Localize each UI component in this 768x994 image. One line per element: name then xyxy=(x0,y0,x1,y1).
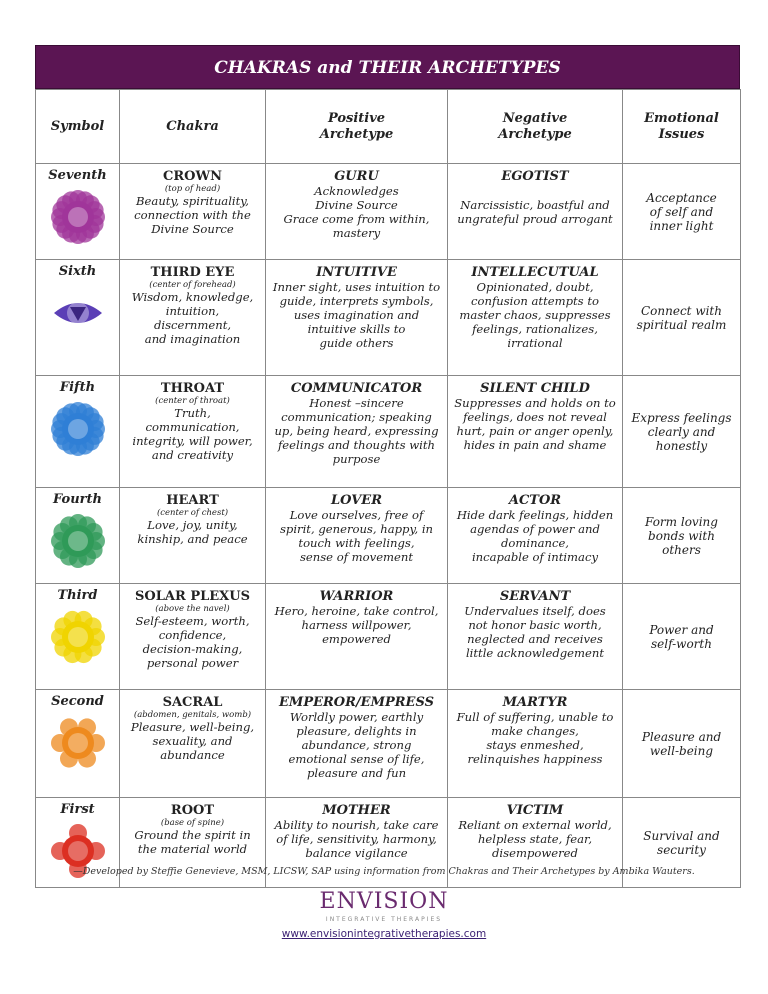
chakra-row xyxy=(36,584,741,690)
chakra-name: SACRAL xyxy=(162,695,223,710)
emotional-issues: Pleasure and well-being xyxy=(623,690,741,798)
emotional-issues: Connect with spiritual realm xyxy=(623,260,741,376)
negative-description: Reliant on external world, helpless state, fear, disempowered xyxy=(458,818,612,860)
negative-cell xyxy=(448,584,623,690)
positive-description: Worldly power, earthly pleasure, delights in abundance, strong emotional sense of life, pleasure and fun xyxy=(288,710,425,780)
negative-archetype: VICTIM xyxy=(506,803,564,818)
negative-archetype: ACTOR xyxy=(508,493,562,508)
chakra-symbol-icon xyxy=(50,513,106,569)
symbol-cell xyxy=(36,488,120,584)
chakra-location: (center of chest) xyxy=(156,508,229,518)
header-row xyxy=(36,90,741,164)
footer-note: —Developed by Steffie Genevieve, MSM, LICSW, SAP using information from Chakras and Their Archetypes by Ambika Wauters. xyxy=(73,866,695,877)
chakra-row xyxy=(36,690,741,798)
positive-cell xyxy=(266,260,448,376)
symbol-cell xyxy=(36,584,120,690)
chakra-description: Truth, communication, integrity, will power, and creativity xyxy=(132,406,253,462)
chakra-row xyxy=(36,488,741,584)
negative-archetype: EGOTIST xyxy=(501,169,569,184)
chakra-level: Fourth xyxy=(53,492,102,507)
chakra-name: SOLAR PLEXUS xyxy=(135,589,250,604)
symbol-cell xyxy=(36,260,120,376)
negative-archetype: SERVANT xyxy=(499,589,571,604)
chakra-location: (base of spine) xyxy=(160,818,225,828)
header-positive: Positive Archetype xyxy=(266,90,448,164)
positive-cell xyxy=(266,376,448,488)
chakra-name: ROOT xyxy=(170,803,215,818)
chakra-level: Sixth xyxy=(58,264,97,279)
chakra-symbol-icon xyxy=(50,715,106,771)
chakra-cell xyxy=(120,164,266,260)
positive-archetype: INTUITIVE xyxy=(316,265,397,280)
symbol-cell xyxy=(36,690,120,798)
chakra-description: Wisdom, knowledge, intuition, discernment, and imagination xyxy=(131,290,254,346)
emotional-issues: Survival and security xyxy=(623,798,741,888)
chakra-table xyxy=(35,89,741,888)
chakra-symbol-icon xyxy=(50,285,106,341)
chart-title: CHAKRAS and THEIR ARCHETYPES xyxy=(35,45,740,89)
chakra-location: (center of forehead) xyxy=(149,280,236,290)
positive-description: Honest –sincere communication; speaking up, being heard, expressing feelings and thoughts with purpose xyxy=(274,396,439,466)
chakra-description: Self-esteem, worth, confidence, decision-making, personal power xyxy=(135,614,250,670)
chakra-cell xyxy=(120,488,266,584)
chakra-cell xyxy=(120,690,266,798)
positive-cell xyxy=(266,164,448,260)
header-emotional: Emotional Issues xyxy=(623,90,741,164)
header-chakra: Chakra xyxy=(120,90,266,164)
emotional-issues: Express feelings clearly and honestly xyxy=(623,376,741,488)
chakra-description: Beauty, spirituality, connection with the Divine Source xyxy=(134,194,251,236)
chakra-level: Seventh xyxy=(48,168,107,183)
positive-description: Acknowledges Divine Source Grace come from within, mastery xyxy=(283,184,430,240)
website-link[interactable]: www.envisionintegrativetherapies.com xyxy=(281,928,487,940)
chakra-name: THROAT xyxy=(160,381,225,396)
chakra-description: Ground the spirit in the material world xyxy=(134,828,251,856)
negative-description: Undervalues itself, does not honor basic worth, neglected and receives little acknowledgement xyxy=(464,604,606,660)
emotional-issues: Acceptance of self and inner light xyxy=(623,164,741,260)
chakra-level: Fifth xyxy=(59,380,96,395)
negative-archetype: SILENT CHILD xyxy=(480,381,590,396)
positive-archetype: WARRIOR xyxy=(319,589,394,604)
logo-name: ENVISION xyxy=(319,889,449,914)
chakra-description: Love, joy, unity, kinship, and peace xyxy=(137,518,248,546)
positive-description: Inner sight, uses intuition to guide, interprets symbols, uses imagination and intuitive skills to guide others xyxy=(272,280,441,350)
envision-logo xyxy=(0,888,768,923)
negative-cell xyxy=(448,488,623,584)
positive-cell xyxy=(266,690,448,798)
logo-tagline: INTEGRATIVE THERAPIES xyxy=(325,916,443,923)
negative-cell xyxy=(448,164,623,260)
chakra-name: THIRD EYE xyxy=(150,265,235,280)
chakra-name: CROWN xyxy=(163,169,222,184)
chakra-location: (top of head) xyxy=(164,184,221,194)
chakra-level: Third xyxy=(57,588,98,603)
emotional-issues: Form loving bonds with others xyxy=(623,488,741,584)
header-negative: Negative Archetype xyxy=(448,90,623,164)
emotional-issues: Power and self-worth xyxy=(623,584,741,690)
chakra-row xyxy=(36,376,741,488)
chakra-row xyxy=(36,260,741,376)
chakra-symbol-icon xyxy=(50,189,106,245)
chakra-cell xyxy=(120,584,266,690)
negative-cell xyxy=(448,376,623,488)
chakra-location: (center of throat) xyxy=(155,396,230,406)
chakra-level: Second xyxy=(51,694,104,709)
symbol-cell xyxy=(36,376,120,488)
symbol-cell xyxy=(36,164,120,260)
chakra-symbol-icon xyxy=(50,609,106,665)
positive-archetype: LOVER xyxy=(330,493,383,508)
header-symbol: Symbol xyxy=(36,90,120,164)
negative-cell xyxy=(448,690,623,798)
negative-archetype: MARTYR xyxy=(502,695,568,710)
positive-archetype: MOTHER xyxy=(322,803,391,818)
negative-cell xyxy=(448,260,623,376)
chakra-symbol-icon xyxy=(50,401,106,457)
negative-archetype: INTELLECUTUAL xyxy=(471,265,599,280)
positive-archetype: COMMUNICATOR xyxy=(290,381,423,396)
positive-description: Love ourselves, free of spirit, generous, happy, in touch with feelings, sense of movement xyxy=(279,508,434,564)
chakra-chart xyxy=(35,45,740,888)
chakra-location: (above the navel) xyxy=(155,604,230,614)
chakra-cell xyxy=(120,260,266,376)
negative-description: Narcissistic, boastful and ungrateful proud arrogant xyxy=(457,198,613,226)
chakra-row xyxy=(36,164,741,260)
chakra-cell xyxy=(120,376,266,488)
chakra-name: HEART xyxy=(166,493,219,508)
positive-description: Hero, heroine, take control, harness willpower, empowered xyxy=(274,604,439,646)
positive-cell xyxy=(266,488,448,584)
positive-description: Ability to nourish, take care of life, sensitivity, harmony, balance vigilance xyxy=(274,818,439,860)
positive-archetype: GURU xyxy=(334,169,379,184)
negative-description: Full of suffering, unable to make changes, stays enmeshed, relinquishes happiness xyxy=(456,710,614,766)
negative-description: Hide dark feelings, hidden agendas of power and dominance, incapable of intimacy xyxy=(456,508,614,564)
chakra-level: First xyxy=(60,802,95,817)
positive-archetype: EMPEROR/EMPRESS xyxy=(279,695,434,710)
positive-cell xyxy=(266,584,448,690)
negative-description: Suppresses and holds on to feelings, does not reveal hurt, pain or anger openly, hides in pain and shame xyxy=(454,396,616,452)
chakra-description: Pleasure, well-being, sexuality, and abundance xyxy=(130,720,255,762)
chakra-location: (abdomen, genitals, womb) xyxy=(133,710,252,720)
negative-description: Opinionated, doubt, confusion attempts to master chaos, suppresses feelings, rationalizes, irrational xyxy=(459,280,611,350)
